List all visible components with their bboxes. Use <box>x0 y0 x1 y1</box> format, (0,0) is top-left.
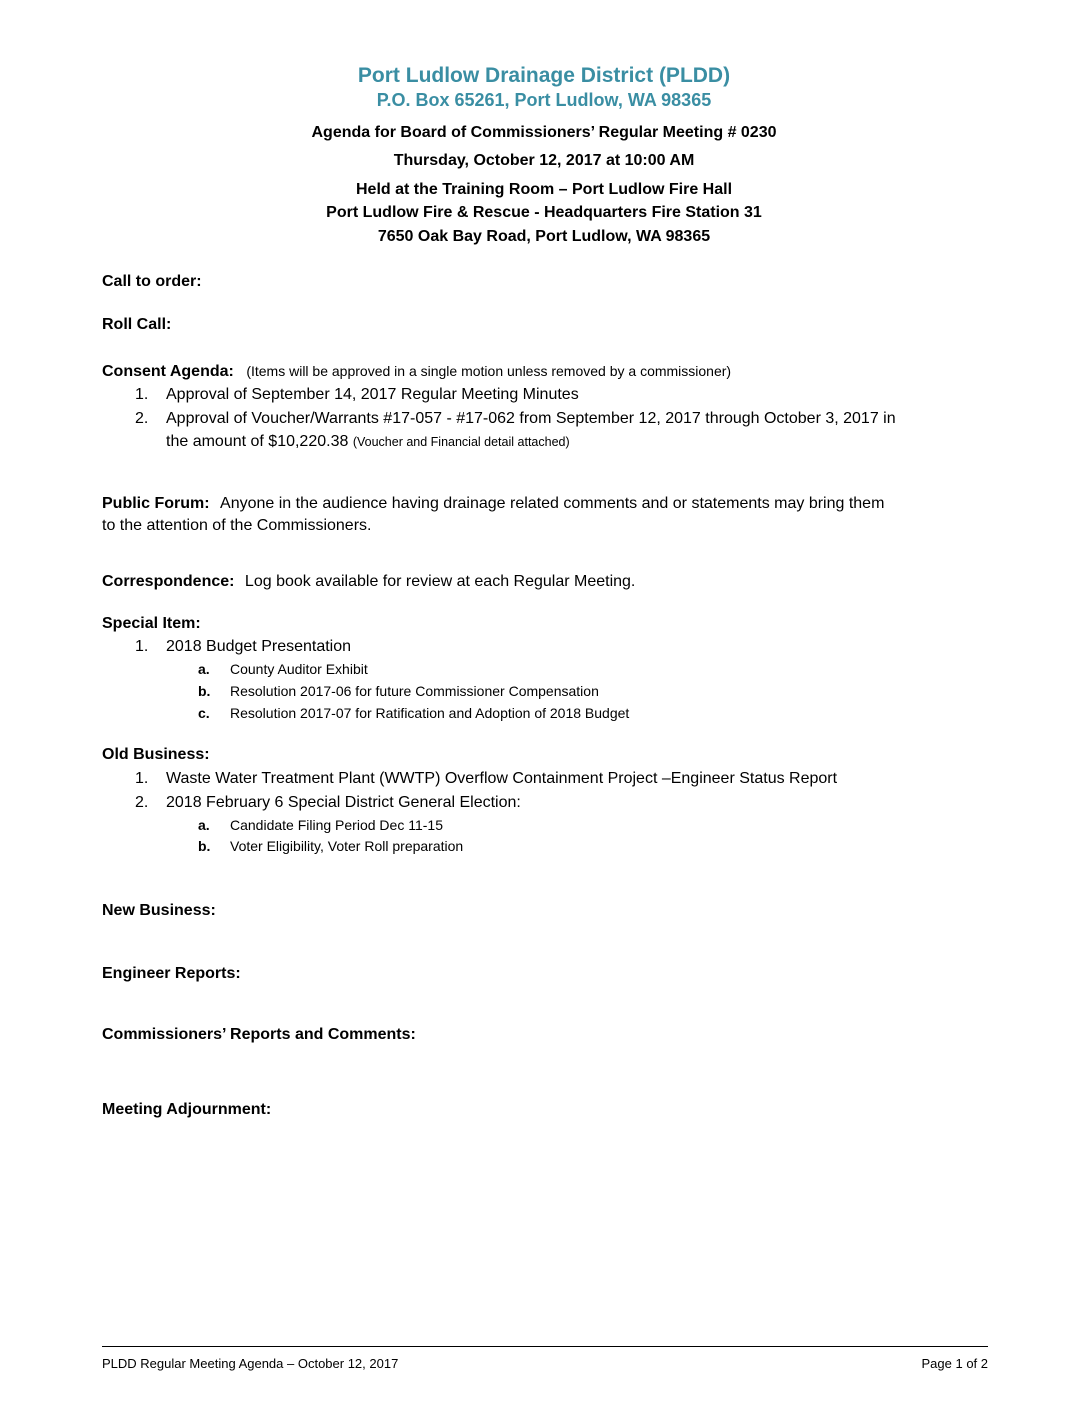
footer-left: PLDD Regular Meeting Agenda – October 12, 2017 <box>102 1356 399 1371</box>
old-business-2a-letter: a. <box>198 817 210 833</box>
location-line-2: Port Ludlow Fire & Rescue - Headquarters Fire Station 31 <box>326 204 762 221</box>
new-business-heading: New Business: <box>102 902 216 919</box>
public-forum-heading: Public Forum: <box>102 495 210 512</box>
agenda-title: Agenda for Board of Commissioners’ Regular Meeting # 0230 <box>311 124 777 141</box>
old-business-heading: Old Business: <box>102 746 210 763</box>
old-business-2b-letter: b. <box>198 838 211 854</box>
special-item-1a: County Auditor Exhibit <box>230 661 368 677</box>
special-item-1b: Resolution 2017-06 for future Commissioner Compensation <box>230 683 599 699</box>
old-business-2-number: 2. <box>135 794 149 811</box>
consent-item-1-number: 1. <box>135 386 149 403</box>
org-title: Port Ludlow Drainage District (PLDD) <box>357 64 731 87</box>
consent-agenda-heading: Consent Agenda: <box>102 363 234 380</box>
special-item-heading: Special Item: <box>102 615 201 632</box>
old-business-1: Waste Water Treatment Plant (WWTP) Overflow Containment Project –Engineer Status Report <box>166 770 838 787</box>
old-business-2: 2018 February 6 Special District General Election: <box>166 794 521 811</box>
special-item-1c: Resolution 2017-07 for Ratification and Adoption of 2018 Budget <box>230 705 630 721</box>
public-forum-text-1: Anyone in the audience having drainage related comments and or statements may bring them <box>220 495 885 512</box>
special-item-1a-letter: a. <box>198 661 210 677</box>
correspondence-text: Log book available for review at each Regular Meeting. <box>244 573 636 590</box>
old-business-2a: Candidate Filing Period Dec 11-15 <box>230 817 443 833</box>
correspondence <box>102 573 635 591</box>
special-item-1b-letter: b. <box>198 683 211 699</box>
special-item-1: 2018 Budget Presentation <box>166 638 352 655</box>
footer-divider <box>102 1346 988 1347</box>
consent-agenda <box>102 363 731 381</box>
engineer-reports-heading: Engineer Reports: <box>102 965 241 982</box>
special-item-1c-letter: c. <box>198 705 210 721</box>
location-line-1: Held at the Training Room – Port Ludlow Fire Hall <box>355 181 733 198</box>
old-business-1-number: 1. <box>135 770 149 787</box>
roll-call-heading: Roll Call: <box>102 316 172 333</box>
consent-item-2-line-1: Approval of Voucher/Warrants #17-057 - #17-062 from September 12, 2017 through October 3, 2017 in <box>166 410 896 427</box>
consent-agenda-note: (Items will be approved in a single motion unless removed by a commissioner) <box>246 363 732 379</box>
consent-item-2-detail: (Voucher and Financial detail attached) <box>352 435 570 449</box>
meeting-adjournment-heading: Meeting Adjournment: <box>102 1101 272 1118</box>
consent-item-2-number: 2. <box>135 410 149 427</box>
consent-item-1: Approval of September 14, 2017 Regular Meeting Minutes <box>166 386 579 403</box>
consent-item-2-line-2 <box>166 433 570 451</box>
meeting-date: Thursday, October 12, 2017 at 10:00 AM <box>393 152 695 169</box>
correspondence-heading: Correspondence: <box>102 573 235 590</box>
commissioners-reports-heading: Commissioners’ Reports and Comments: <box>102 1026 416 1043</box>
public-forum <box>102 495 884 513</box>
org-address: P.O. Box 65261, Port Ludlow, WA 98365 <box>376 90 712 110</box>
footer-page-number: Page 1 of 2 <box>921 1356 988 1371</box>
old-business-2b: Voter Eligibility, Voter Roll preparation <box>230 838 464 854</box>
public-forum-text-2: to the attention of the Commissioners. <box>102 517 372 534</box>
location-line-3: 7650 Oak Bay Road, Port Ludlow, WA 98365 <box>377 228 711 245</box>
consent-item-2-amount: the amount of $10,220.38 <box>166 433 349 450</box>
call-to-order-heading: Call to order: <box>102 273 202 290</box>
special-item-1-number: 1. <box>135 638 149 655</box>
